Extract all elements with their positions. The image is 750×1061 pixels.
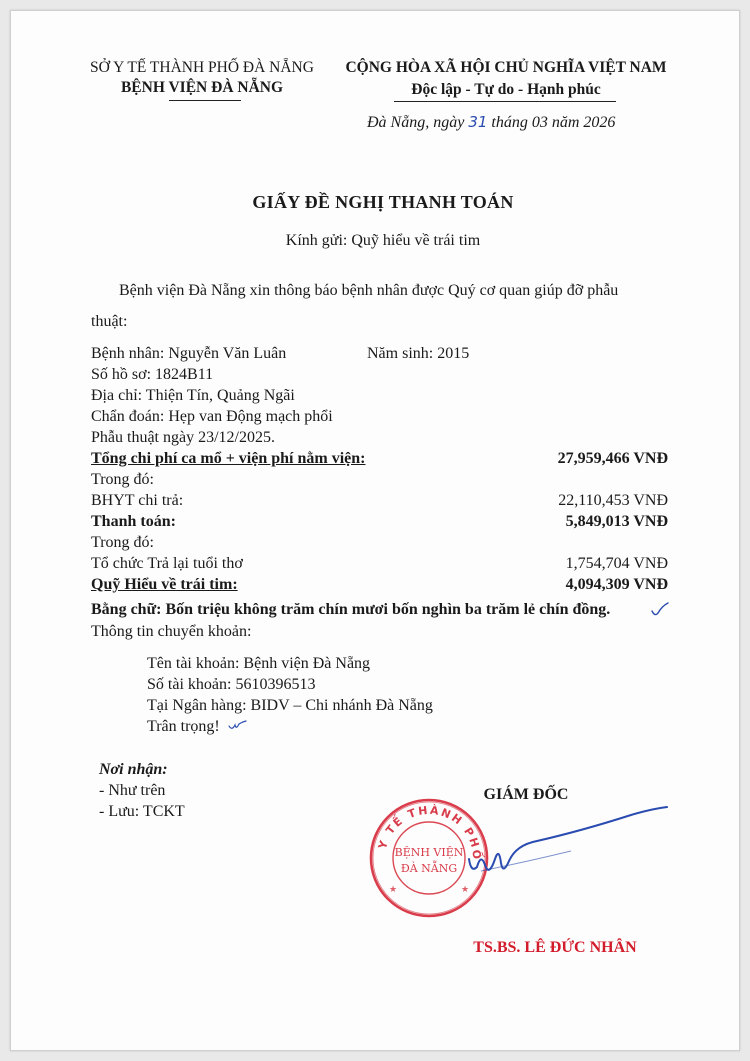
org-label: Tổ chức Trả lại tuổi thơ [91,555,243,572]
of-which-label-2: Trong đó: [91,534,154,551]
fund-label: Quỹ Hiểu về trái tim: [91,576,238,593]
bhyt-value: 22,110,453 VNĐ [558,492,668,509]
total-cost-value: 27,959,466 VNĐ [557,450,668,467]
date-suffix: tháng 03 năm 2026 [491,114,616,131]
svg-text:★: ★ [461,885,470,895]
header-left-underline [169,100,241,101]
bhyt-label: BHYT chi trả: [91,492,184,509]
recipient-line: Kính gửi: Quỹ hiểu về trái tim [285,232,481,249]
stamp-inner-line-2: ĐÀ NẴNG [400,862,458,875]
header-department: SỞ Y TẾ THÀNH PHỐ ĐÀ NẴNG [90,59,314,76]
payment-value: 5,849,013 VNĐ [565,513,668,530]
closing-line: Trân trọng! [147,718,220,735]
patient-record: Số hồ sơ: 1824B11 [91,366,214,383]
document-date [367,113,615,132]
stamp-inner-line-1: BỆNH VIỆN [394,846,464,859]
header-hospital-text: BỆNH VIỆN ĐÀ NẴNG [120,79,284,96]
header-motto: Độc lập - Tự do - Hạnh phúc [411,81,601,98]
intro-line-2: thuật: [91,313,128,330]
patient-birth-year: Năm sinh: 2015 [367,345,470,362]
header-hospital [121,79,283,97]
header-republic: CỘNG HÒA XÃ HỘI CHỦ NGHĨA VIỆT NAM [345,59,667,76]
transfer-bank: Tại Ngân hàng: BIDV – Chi nhánh Đà Nẵng [147,697,433,714]
handwritten-initial-icon [227,718,249,734]
date-day-handwritten: 31 [468,113,488,131]
date-prefix: Đà Nẵng, ngày [367,114,465,131]
document-title: GIẤY ĐỀ NGHỊ THANH TOÁN [252,192,514,212]
svg-text:★: ★ [389,885,398,895]
patient-name: Bệnh nhân: Nguyễn Văn Luân [91,345,287,362]
recipients-heading: Nơi nhận: [99,761,168,778]
payment-label: Thanh toán: [91,513,176,530]
recipients-item-2: - Lưu: TCKT [99,803,185,820]
signature-role: GIÁM ĐỐC [483,786,569,803]
stamp-outer-text: Y TẾ THÀNH PHỐ [375,803,484,862]
patient-diagnosis: Chẩn đoán: Hẹp van Động mạch phổi [91,408,333,425]
transfer-account-name: Tên tài khoản: Bệnh viện Đà Nẵng [147,655,371,672]
transfer-account-number: Số tài khoản: 5610396513 [147,676,316,693]
amount-in-words: Bằng chữ: Bốn triệu không trăm chín mươi bốn nghìn ba trăm lẻ chín đồng. [91,601,611,618]
signature-name: TS.BS. LÊ ĐỨC NHÂN [473,939,637,956]
intro-line-1: Bệnh viện Đà Nẵng xin thông báo bệnh nhân được Quý cơ quan giúp đỡ phẫu [119,282,619,299]
patient-surgery-date: Phẫu thuật ngày 23/12/2025. [91,429,275,446]
transfer-heading: Thông tin chuyển khoản: [91,623,252,640]
recipients-item-1: - Như trên [99,782,166,799]
total-cost-label: Tổng chi phí ca mổ + viện phí nằm viện: [91,450,366,467]
handwritten-signature [441,801,681,911]
fund-value: 4,094,309 VNĐ [565,576,668,593]
patient-address: Địa chỉ: Thiện Tín, Quảng Ngãi [91,387,295,404]
header-motto-underline [394,101,616,102]
org-value: 1,754,704 VNĐ [565,555,668,572]
of-which-label-1: Trong đó: [91,471,154,488]
document-page [10,10,740,1051]
handwritten-tick-icon [649,601,671,619]
